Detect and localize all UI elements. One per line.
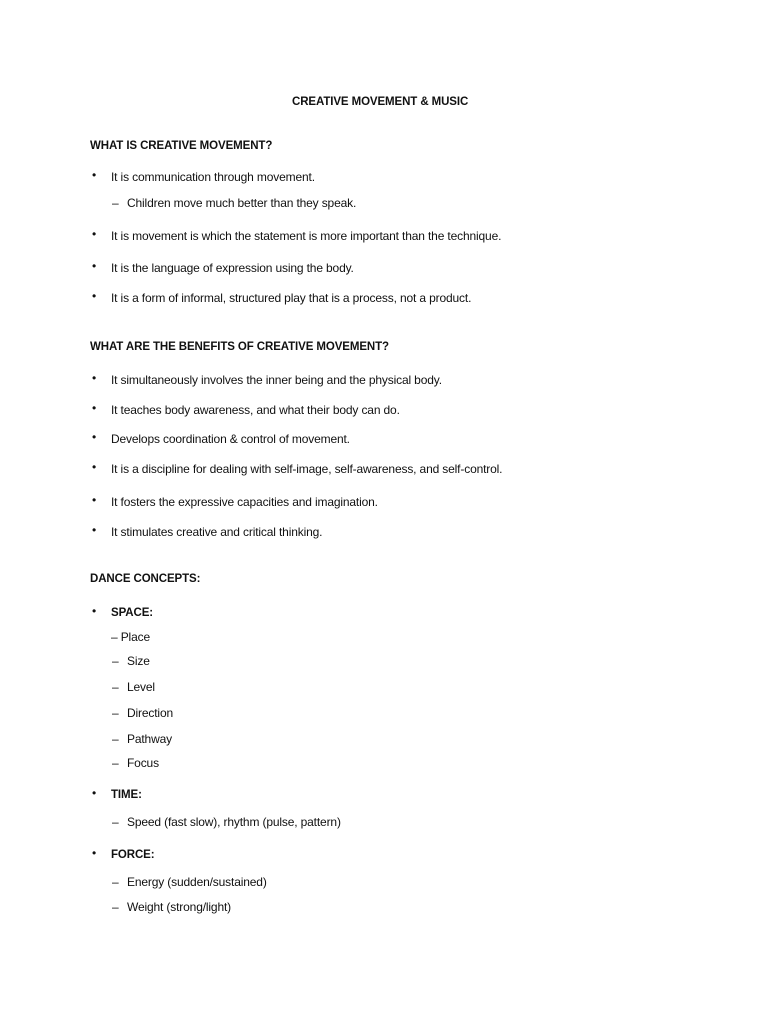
list-subitem: Direction <box>127 706 173 720</box>
section-heading-benefits: WHAT ARE THE BENEFITS OF CREATIVE MOVEMENT? <box>90 341 389 353</box>
list-subitem: Size <box>127 654 150 668</box>
bullet-icon: • <box>92 460 97 474</box>
bullet-icon: • <box>92 493 97 507</box>
bullet-icon: • <box>92 523 97 537</box>
dash-icon: – <box>112 732 119 746</box>
list-item: It is a form of informal, structured play that is a process, not a product. <box>111 291 472 305</box>
bullet-icon: • <box>92 289 97 303</box>
list-item: It is the language of expression using the body. <box>111 261 354 275</box>
bullet-icon: • <box>92 604 97 618</box>
dash-icon: – <box>112 706 119 720</box>
list-item: It teaches body awareness, and what their body can do. <box>111 403 400 417</box>
bullet-icon: • <box>92 430 97 444</box>
section-heading-dance-concepts: DANCE CONCEPTS: <box>90 573 201 585</box>
list-subitem: Level <box>127 680 155 694</box>
bullet-icon: • <box>92 259 97 273</box>
list-subitem: Pathway <box>127 732 172 746</box>
list-item: It is a discipline for dealing with self-image, self-awareness, and self-control. <box>111 462 503 476</box>
list-subitem: – Place <box>111 630 150 644</box>
list-subitem: Weight (strong/light) <box>127 900 232 914</box>
bullet-icon: • <box>92 227 97 241</box>
list-subitem: Energy (sudden/sustained) <box>127 875 267 889</box>
bullet-icon: • <box>92 786 97 800</box>
dash-icon: – <box>112 900 119 914</box>
dash-icon: – <box>112 196 119 210</box>
list-item: Develops coordination & control of movement. <box>111 432 350 446</box>
list-item: It is communication through movement. <box>111 170 315 184</box>
bullet-icon: • <box>92 371 97 385</box>
dash-icon: – <box>112 875 119 889</box>
list-item: It is movement is which the statement is more important than the technique. <box>111 229 502 243</box>
dash-icon: – <box>112 654 119 668</box>
list-item: It fosters the expressive capacities and imagination. <box>111 495 378 509</box>
list-subitem: Speed (fast slow), rhythm (pulse, pattern) <box>127 815 341 829</box>
bullet-icon: • <box>92 401 97 415</box>
concept-label-time: TIME: <box>111 789 142 801</box>
list-subitem: Children move much better than they speak. <box>127 196 357 210</box>
section-heading-what-is: WHAT IS CREATIVE MOVEMENT? <box>90 140 273 152</box>
list-subitem: Focus <box>127 756 159 770</box>
concept-label-space: SPACE: <box>111 607 153 619</box>
list-item: It stimulates creative and critical thinking. <box>111 525 323 539</box>
dash-icon: – <box>112 815 119 829</box>
bullet-icon: • <box>92 168 97 182</box>
list-item: It simultaneously involves the inner being and the physical body. <box>111 373 442 387</box>
dash-icon: – <box>112 680 119 694</box>
dash-icon: – <box>112 756 119 770</box>
concept-label-force: FORCE: <box>111 849 155 861</box>
document-title: CREATIVE MOVEMENT & MUSIC <box>292 96 469 108</box>
bullet-icon: • <box>92 846 97 860</box>
